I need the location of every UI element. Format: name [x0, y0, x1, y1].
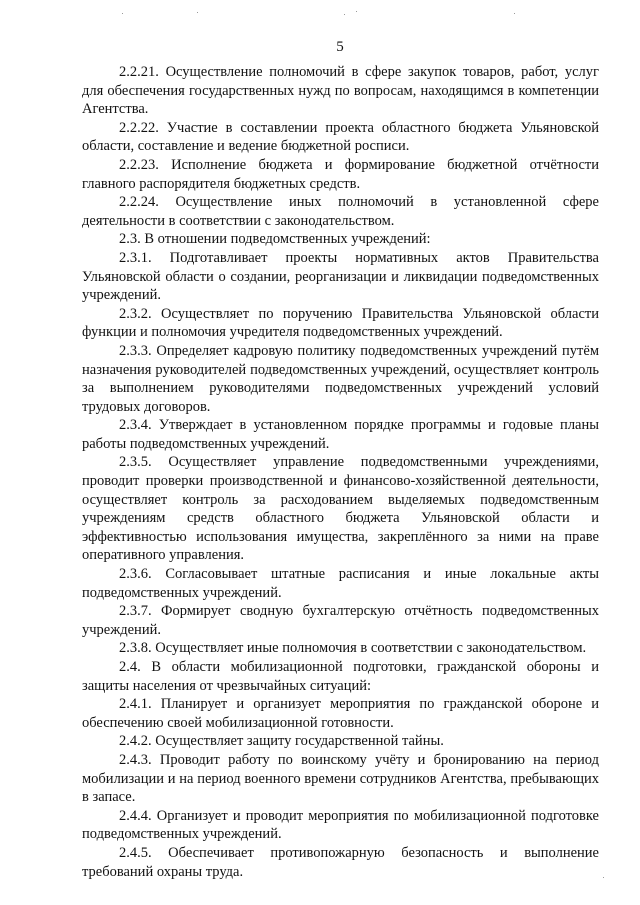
paragraph: 2.3.8. Осуществляет иные полномочия в соответствии с законодательством.: [119, 640, 587, 657]
scan-speck: [122, 13, 123, 14]
scan-speck: [603, 877, 604, 878]
paragraph: 2.3.7. Формирует сводную бухгалтерскую отчётность подведомственных учреждений.: [82, 603, 599, 638]
paragraph: 2.4.1. Планирует и организует мероприятия по гражданской обороне и обеспечению своей мобилизационной готовности.: [82, 696, 599, 731]
paragraph: 2.4.3. Проводит работу по воинскому учёту и бронированию на период мобилизации и на период военного времени сотрудников Агентства, пребывающих в запасе.: [82, 751, 599, 806]
scan-speck: [344, 14, 345, 15]
paragraph: 2.3.2. Осуществляет по поручению Правительства Ульяновской области функции и полномочия учредителя подведомственных учреждений.: [82, 305, 599, 341]
paragraph: 2.3.1. Подготавливает проекты нормативных актов Правительства Ульяновской области о создании, реорганизации и ликвидации подведомственных учреждений.: [82, 249, 599, 304]
document-body: [82, 63, 599, 881]
scan-speck: [356, 11, 357, 12]
page-number: 5: [336, 39, 344, 55]
paragraph: 2.2.23. Исполнение бюджета и формирование бюджетной отчётности главного распорядителя бюджетных средств.: [82, 156, 599, 192]
paragraph: 2.2.21. Осуществление полномочий в сфере закупок товаров, работ, услуг для обеспечения государственных нужд по вопросам, находящимся в компетенции Агентства.: [82, 64, 599, 118]
paragraph: 2.2.22. Участие в составлении проекта областного бюджета Ульяновской области, составление и ведение бюджетной росписи.: [82, 119, 599, 155]
paragraph: 2.2.24. Осуществление иных полномочий в установленной сфере деятельности в соответствии с законодательством.: [82, 194, 599, 229]
paragraph: 2.3. В отношении подведомственных учреждений:: [119, 231, 431, 248]
paragraph: 2.4.4. Организует и проводит мероприятия по мобилизационной подготовке подведомственных учреждений.: [82, 807, 599, 843]
scan-speck: [514, 13, 515, 14]
paragraph: 2.3.4. Утверждает в установленном порядке программы и годовые планы работы подведомственных учреждений.: [82, 417, 599, 452]
paragraph: 2.4.2. Осуществляет защиту государственной тайны.: [119, 733, 444, 750]
paragraph: 2.3.5. Осуществляет управление подведомственными учреждениями, проводит проверки производственной и финансово-хозяйственной деятельности, осуществляет контроль за расходованием выделяемых подведомственным учреждениям средств областного бюджета Ульяновской области и эффективностью использования имущества, закреплённого за ними на праве оперативного управления.: [82, 454, 599, 564]
scan-speck: [197, 12, 198, 13]
paragraph: 2.3.3. Определяет кадровую политику подведомственных учреждений путём назначения руководителей подведомственных учреждений, осуществляет контроль за выполнением руководителями подведомственных учреждений условий трудовых договоров.: [82, 342, 599, 415]
paragraph: 2.4. В области мобилизационной подготовки, гражданской обороны и защиты населения от чрезвычайных ситуаций:: [82, 659, 599, 694]
paragraph: 2.3.6. Согласовывает штатные расписания и иные локальные акты подведомственных учреждений.: [82, 566, 599, 601]
paragraph: 2.4.5. Обеспечивает противопожарную безопасность и выполнение требований охраны труда.: [82, 844, 599, 880]
